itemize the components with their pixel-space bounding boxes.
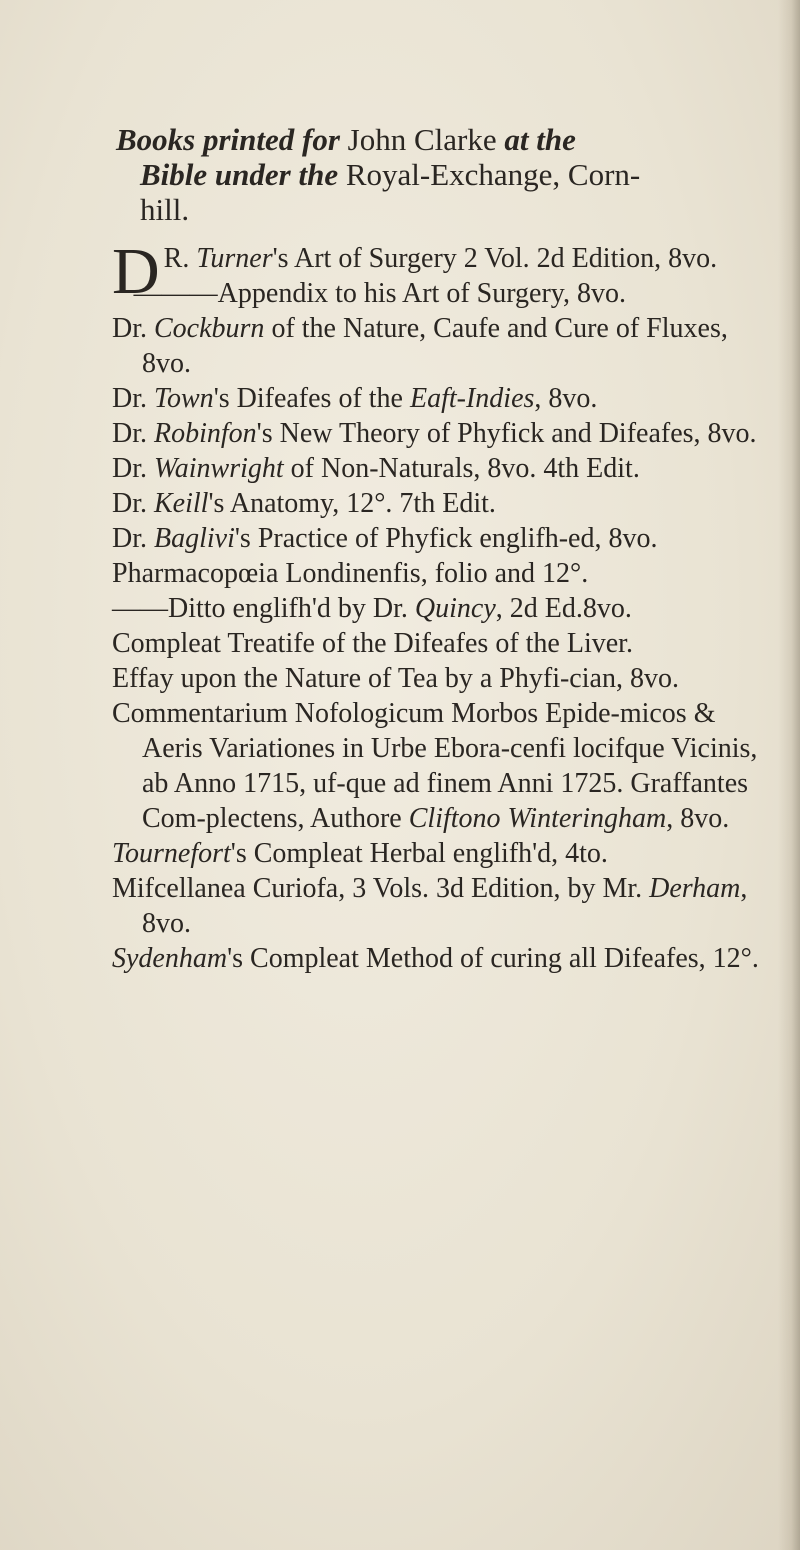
entry-author: Robinfon <box>154 418 257 449</box>
entry-author: Cliftono Winteringham <box>408 803 667 834</box>
book-entry <box>112 486 780 521</box>
entry-author: Baglivi <box>154 523 235 554</box>
entry-author: Town <box>154 383 214 414</box>
entry-text: of Non-Naturals, 8vo. 4th Edit. <box>283 453 640 484</box>
entry-text: Effay upon the Nature of Tea by a Phyfi-cian, 8vo. <box>112 663 679 694</box>
book-entry <box>112 626 780 661</box>
entry-text: R. <box>163 243 197 274</box>
book-entry <box>112 941 780 976</box>
book-entry <box>112 696 780 836</box>
book-entry <box>112 521 780 556</box>
heading-books-printed-for: Books printed for <box>116 122 340 157</box>
entry-author: Keill <box>154 488 209 519</box>
book-entry <box>112 381 780 416</box>
entry-place: Eaft-Indies <box>410 383 535 414</box>
entry-text: 's Difeafes of the <box>213 383 410 414</box>
entry-text: , 8vo. <box>534 383 598 414</box>
book-entry <box>112 661 780 696</box>
entry-text: 's Art of Surgery 2 Vol. 2d Edition, 8vo. <box>272 243 718 274</box>
entry-text: Commentarium Nofologicum Morbos Epide-micos & Aeris Variationes in Urbe Ebora-cenfi locifque Vicinis, ab Anno 1715, uf-que ad finem Anni 1725. Graffantes Com-plectens, Authore <box>112 698 758 834</box>
entry-text: , 8vo. <box>666 803 730 834</box>
entry-text: ——Ditto englifh'd by Dr. <box>112 593 415 624</box>
entry-text: Dr. <box>112 523 154 554</box>
entry-text: of the Nature, Caufe and Cure of Fluxes, 8vo. <box>142 313 728 379</box>
book-entry <box>112 556 780 591</box>
page-edge-shadow <box>778 0 800 1550</box>
drop-cap: D <box>112 235 160 308</box>
book-entry <box>112 451 780 486</box>
entry-author: Cockburn <box>154 313 265 344</box>
entry-text: 's Compleat Method of curing all Difeafes, 12°. <box>227 943 759 974</box>
heading-publisher-name: John Clarke <box>347 122 497 157</box>
heading-royal-exchange: Royal-Exchange, Corn- <box>345 157 641 192</box>
entry-text: 's New Theory of Phyfick and Difeafes, 8vo. <box>256 418 757 449</box>
entry-text: 's Practice of Phyfick englifh-ed, 8vo. <box>234 523 658 554</box>
entry-author: Tournefort <box>112 838 231 869</box>
heading-line-2 <box>116 157 780 192</box>
entry-text: Dr. <box>112 453 154 484</box>
book-entry <box>112 871 780 941</box>
entry-author: Sydenham <box>112 943 228 974</box>
entry-text: ———Appendix to his Art of Surgery, 8vo. <box>133 278 626 309</box>
entry-text: Dr. <box>112 488 154 519</box>
heading-at-the: at the <box>504 122 576 157</box>
entry-text: Compleat Treatife of the Difeafes of the Liver. <box>112 628 633 659</box>
entry-text: , 8vo. <box>142 873 748 939</box>
entry-text: Dr. <box>112 313 154 344</box>
entry-text: 's Anatomy, 12°. 7th Edit. <box>208 488 496 519</box>
page-heading <box>112 122 780 227</box>
heading-hill: hill. <box>140 192 190 227</box>
book-entry <box>112 836 780 871</box>
entry-author: Quincy <box>414 593 496 624</box>
entry-text: Dr. <box>112 383 154 414</box>
entry-text: Dr. <box>112 418 154 449</box>
advertisement-text <box>112 122 780 976</box>
entry-author: Wainwright <box>154 453 284 484</box>
book-entry <box>112 276 780 311</box>
book-entry <box>112 311 780 381</box>
entry-author: Turner <box>196 243 273 274</box>
entry-text: Pharmacopœia Londinenfis, folio and 12°. <box>112 558 589 589</box>
entry-author: Derham <box>649 873 741 904</box>
heading-bible-under-the: Bible under the <box>140 157 339 192</box>
entry-text: Mifcellanea Curiofa, 3 Vols. 3d Edition, by Mr. <box>112 873 650 904</box>
entry-text: , 2d Ed.8vo. <box>495 593 632 624</box>
book-entry <box>112 591 780 626</box>
entry-text: 's Compleat Herbal englifh'd, 4to. <box>230 838 608 869</box>
book-entry <box>112 416 780 451</box>
